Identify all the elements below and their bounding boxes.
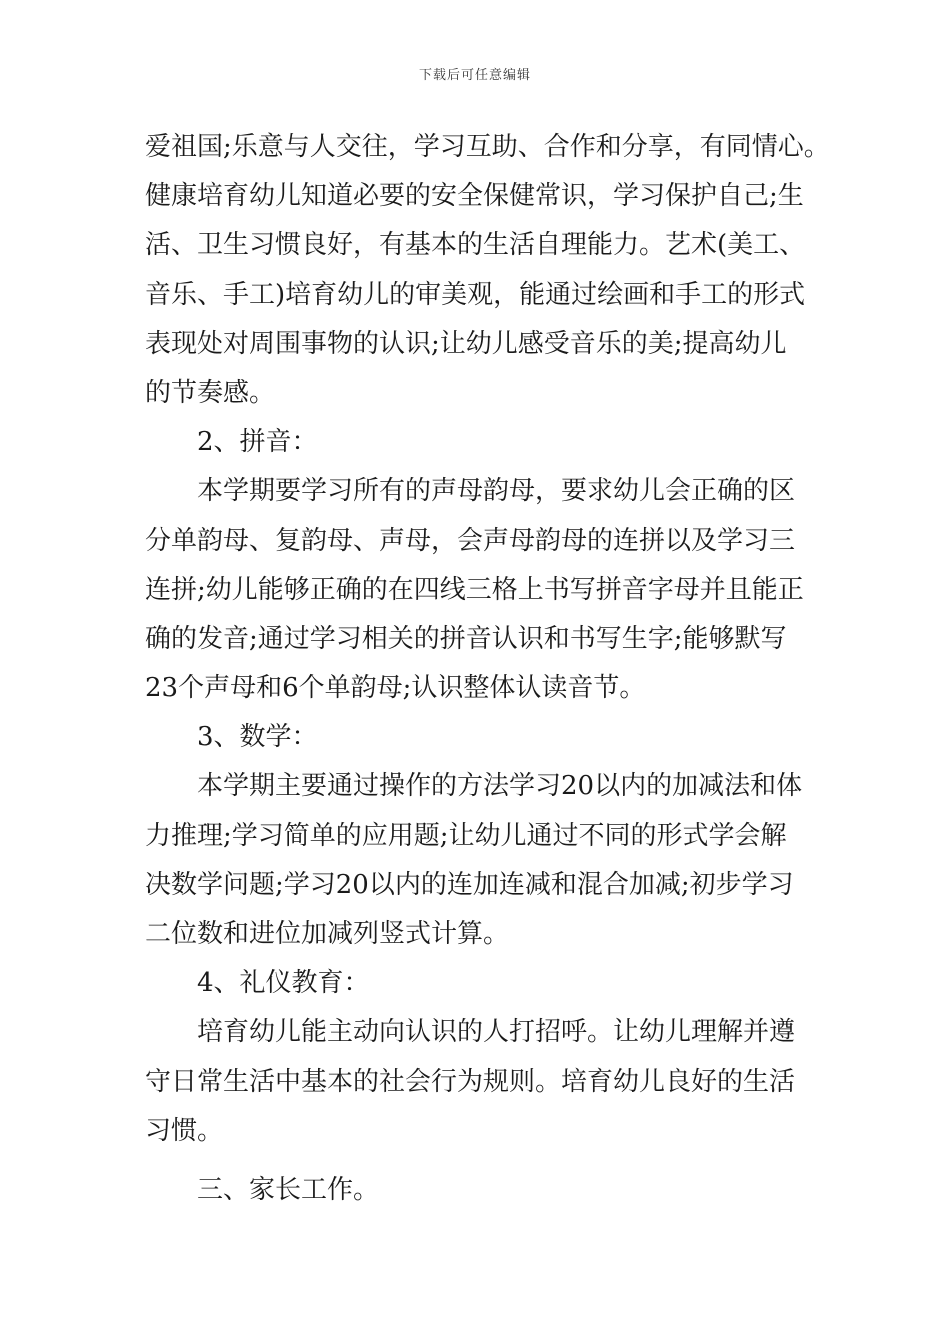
text-line: 活、卫生习惯良好，有基本的生活自理能力。艺术(美工、 xyxy=(145,230,806,261)
text-line: 二位数和进位加减列竖式计算。 xyxy=(145,919,510,949)
document-body xyxy=(145,123,830,1215)
text-line: 决数学问题;学习20以内的连加连减和混合加减;初步学习 xyxy=(145,869,794,900)
page-header: 下载后可任意编辑 xyxy=(418,68,531,83)
text-line: 表现处对周围事物的认识;让幼儿感受音乐的美;提高幼儿 xyxy=(145,328,787,359)
text-line: 爱祖国;乐意与人交往，学习互助、合作和分享，有同情心。 xyxy=(145,132,830,162)
section-heading-parents: 三、家长工作。 xyxy=(197,1174,380,1205)
text-line: 本学期要学习所有的声母韵母，要求幼儿会正确的区 xyxy=(197,476,796,507)
text-line: 确的发音;通过学习相关的拼音认识和书写生字;能够默写 xyxy=(145,623,787,654)
text-line: 本学期主要通过操作的方法学习20以内的加减法和体 xyxy=(197,771,803,802)
section-heading-math: 3、数学： xyxy=(197,722,318,753)
text-line: 守日常生活中基本的社会行为规则。培育幼儿良好的生活 xyxy=(145,1066,796,1097)
text-line: 23个声母和6个单韵母;认识整体认读音节。 xyxy=(145,673,646,704)
text-line: 音乐、手工)培育幼儿的审美观，能通过绘画和手工的形式 xyxy=(145,279,806,310)
text-line: 连拼;幼儿能够正确的在四线三格上书写拼音字母并且能正 xyxy=(145,574,804,605)
text-line: 习惯。 xyxy=(145,1115,224,1146)
text-line: 力推理;学习简单的应用题;让幼儿通过不同的形式学会解 xyxy=(145,820,787,851)
text-line: 分单韵母、复韵母、声母，会声母韵母的连拼以及学习三 xyxy=(145,525,796,556)
section-heading-etiquette: 4、礼仪教育： xyxy=(197,968,370,999)
text-line: 培育幼儿能主动向认识的人打招呼。让幼儿理解并遵 xyxy=(197,1017,796,1048)
text-line: 的节奏感。 xyxy=(145,377,276,408)
text-line: 健康培育幼儿知道必要的安全保健常识，学习保护自己;生 xyxy=(145,181,804,212)
section-heading-pinyin: 2、拼音： xyxy=(197,427,318,458)
